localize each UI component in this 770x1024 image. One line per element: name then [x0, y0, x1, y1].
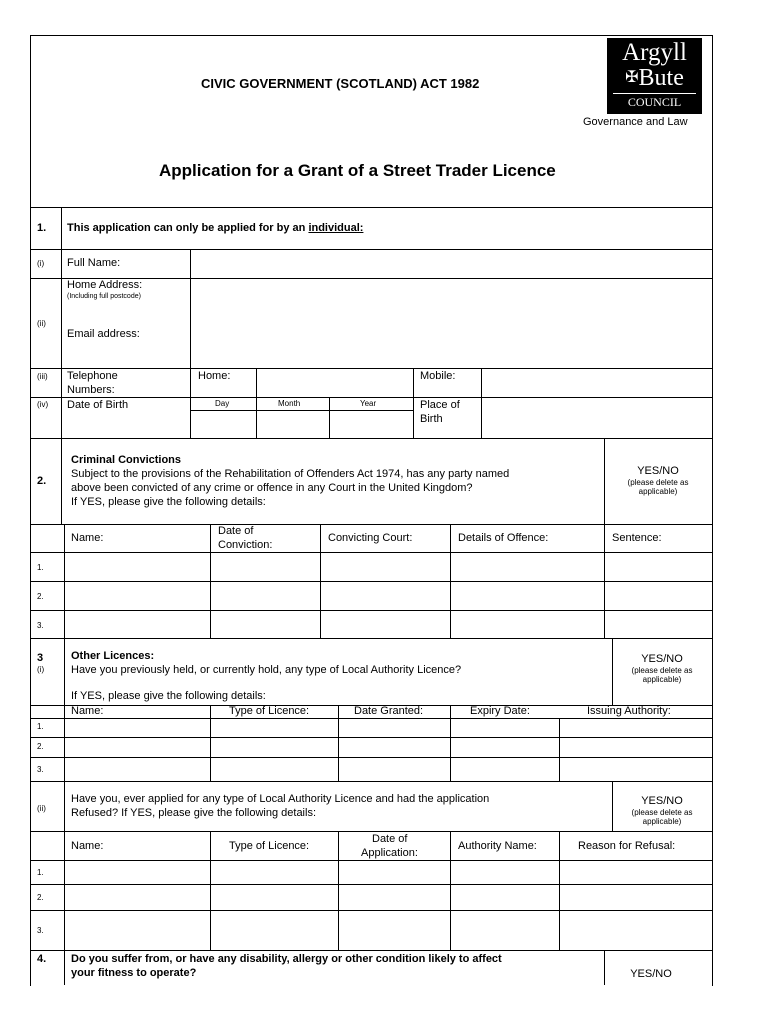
council-logo	[607, 38, 702, 114]
conv-row-3-label: 3.	[37, 621, 44, 630]
mobile-field[interactable]	[482, 369, 711, 397]
refused-row-2[interactable]	[65, 885, 711, 909]
lic-row-1-label: 1.	[37, 722, 44, 731]
full-name-label: Full Name:	[67, 257, 121, 269]
refused-col-name: Name:	[71, 840, 104, 852]
lic-col-type: Type of Licence:	[229, 705, 310, 717]
logo-line-argyll: Argyll	[622, 39, 687, 66]
refused-col-date-2: Application:	[361, 847, 418, 859]
lic-row-1[interactable]	[65, 719, 711, 736]
lic-row-3-label: 3.	[37, 765, 44, 774]
lic-row-3[interactable]	[65, 758, 711, 780]
section-3-heading: Other Licences:	[71, 650, 155, 662]
lic-col-expiry: Expiry Date:	[470, 705, 530, 717]
refused-col-type: Type of Licence:	[229, 840, 310, 852]
refused-col-authority: Authority Name:	[458, 840, 537, 852]
home-phone-label: Home:	[198, 370, 231, 382]
lic-row-2-label: 2.	[37, 742, 44, 751]
section-1-number: 1.	[37, 222, 47, 234]
refused-col-reason: Reason for Refusal:	[578, 840, 676, 852]
place-of-birth-field[interactable]	[482, 398, 711, 438]
section-1-heading: This application can only be applied for by an individual:	[67, 222, 364, 234]
section-2-yes-no[interactable]: YES/NO (please delete as applicable)	[627, 465, 689, 496]
section-3-number: 3	[37, 652, 44, 664]
section-2-line-1: Subject to the provisions of the Rehabilitation of Offenders Act 1974, has any party named	[71, 468, 510, 480]
numbers-label: Numbers:	[67, 384, 115, 396]
section-3-sub-ii: (ii)	[37, 804, 46, 813]
conv-col-court: Convicting Court:	[328, 532, 413, 544]
email-label: Email address:	[67, 328, 140, 340]
lic-col-name: Name:	[71, 705, 104, 717]
conv-row-2[interactable]	[65, 582, 711, 609]
section-3-ii-yes-no[interactable]: YES/NO (please delete as applicable)	[631, 795, 693, 826]
dob-year-field[interactable]	[330, 411, 413, 438]
section-3-line-2: If YES, please give the following details:	[71, 690, 266, 702]
refused-col-date-1: Date of	[372, 833, 408, 845]
conv-row-1[interactable]	[65, 553, 711, 580]
act-title: CIVIC GOVERNMENT (SCOTLAND) ACT 1982	[201, 76, 480, 91]
conv-row-2-label: 2.	[37, 592, 44, 601]
logo-line-bute: ✠Bute	[625, 65, 684, 91]
section-3-ii-line-2: Refused? If YES, please give the following details:	[71, 807, 317, 819]
dob-day-label: Day	[215, 399, 230, 408]
dob-month-field[interactable]	[257, 411, 329, 438]
celtic-cross-icon: ✠	[625, 69, 639, 86]
section-3-ii-line-1: Have you, ever applied for any type of Local Authority Licence and had the application	[71, 793, 490, 805]
conv-col-sentence: Sentence:	[612, 532, 662, 544]
telephone-label: Telephone	[67, 370, 118, 382]
refused-row-3[interactable]	[65, 911, 711, 949]
refused-row-1-label: 1.	[37, 868, 44, 877]
section-2-line-3: If YES, please give the following details:	[71, 496, 266, 508]
refused-row-3-label: 3.	[37, 926, 44, 935]
postcode-note: (Including full postcode)	[67, 293, 141, 300]
department-name: Governance and Law	[583, 116, 688, 128]
row-i-label: (i)	[37, 259, 45, 268]
refused-row-1[interactable]	[65, 861, 711, 883]
conv-row-1-label: 1.	[37, 563, 44, 572]
lic-row-2[interactable]	[65, 738, 711, 756]
conv-col-details: Details of Offence:	[458, 532, 549, 544]
form-title: Application for a Grant of a Street Trader Licence	[159, 161, 556, 180]
place-of-birth-label-2: Birth	[420, 413, 443, 425]
lic-col-authority: Issuing Authority:	[587, 705, 671, 717]
section-4-line-1: Do you suffer from, or have any disability, allergy or other condition likely to affect	[71, 953, 502, 965]
conv-row-3[interactable]	[65, 611, 711, 638]
mobile-label: Mobile:	[420, 370, 456, 382]
lic-col-granted: Date Granted:	[354, 705, 424, 717]
section-4-number: 4.	[37, 953, 47, 965]
refused-row-2-label: 2.	[37, 893, 44, 902]
section-2-heading: Criminal Convictions	[71, 454, 182, 466]
conv-col-name: Name:	[71, 532, 104, 544]
row-iii-label: (iii)	[37, 372, 48, 381]
place-of-birth-label-1: Place of	[420, 399, 460, 411]
logo-line-council: COUNCIL	[613, 93, 696, 109]
address-email-field[interactable]	[191, 279, 711, 368]
section-4-yes-no[interactable]: YES/NO	[630, 968, 672, 980]
section-3-line-1: Have you previously held, or currently hold, any type of Local Authority Licence?	[71, 664, 462, 676]
home-address-label: Home Address:	[67, 279, 143, 291]
dob-label: Date of Birth	[67, 399, 129, 411]
dob-day-field[interactable]	[191, 411, 256, 438]
section-2-number: 2.	[37, 475, 47, 487]
row-ii-label: (ii)	[37, 319, 46, 328]
section-3-yes-no[interactable]: YES/NO (please delete as applicable)	[631, 653, 693, 684]
section-2-line-2: above been convicted of any crime or offence in any Court in the United Kingdom?	[71, 482, 473, 494]
home-phone-field[interactable]	[257, 369, 413, 397]
section-3-sub-i: (i)	[37, 665, 45, 674]
conv-col-date-1: Date of	[218, 525, 254, 537]
dob-year-label: Year	[360, 399, 377, 408]
section-4-line-2: your fitness to operate?	[71, 967, 197, 979]
row-iv-label: (iv)	[37, 400, 49, 409]
dob-month-label: Month	[278, 399, 301, 408]
full-name-field[interactable]	[191, 250, 711, 277]
conv-col-date-2: Conviction:	[218, 539, 273, 551]
